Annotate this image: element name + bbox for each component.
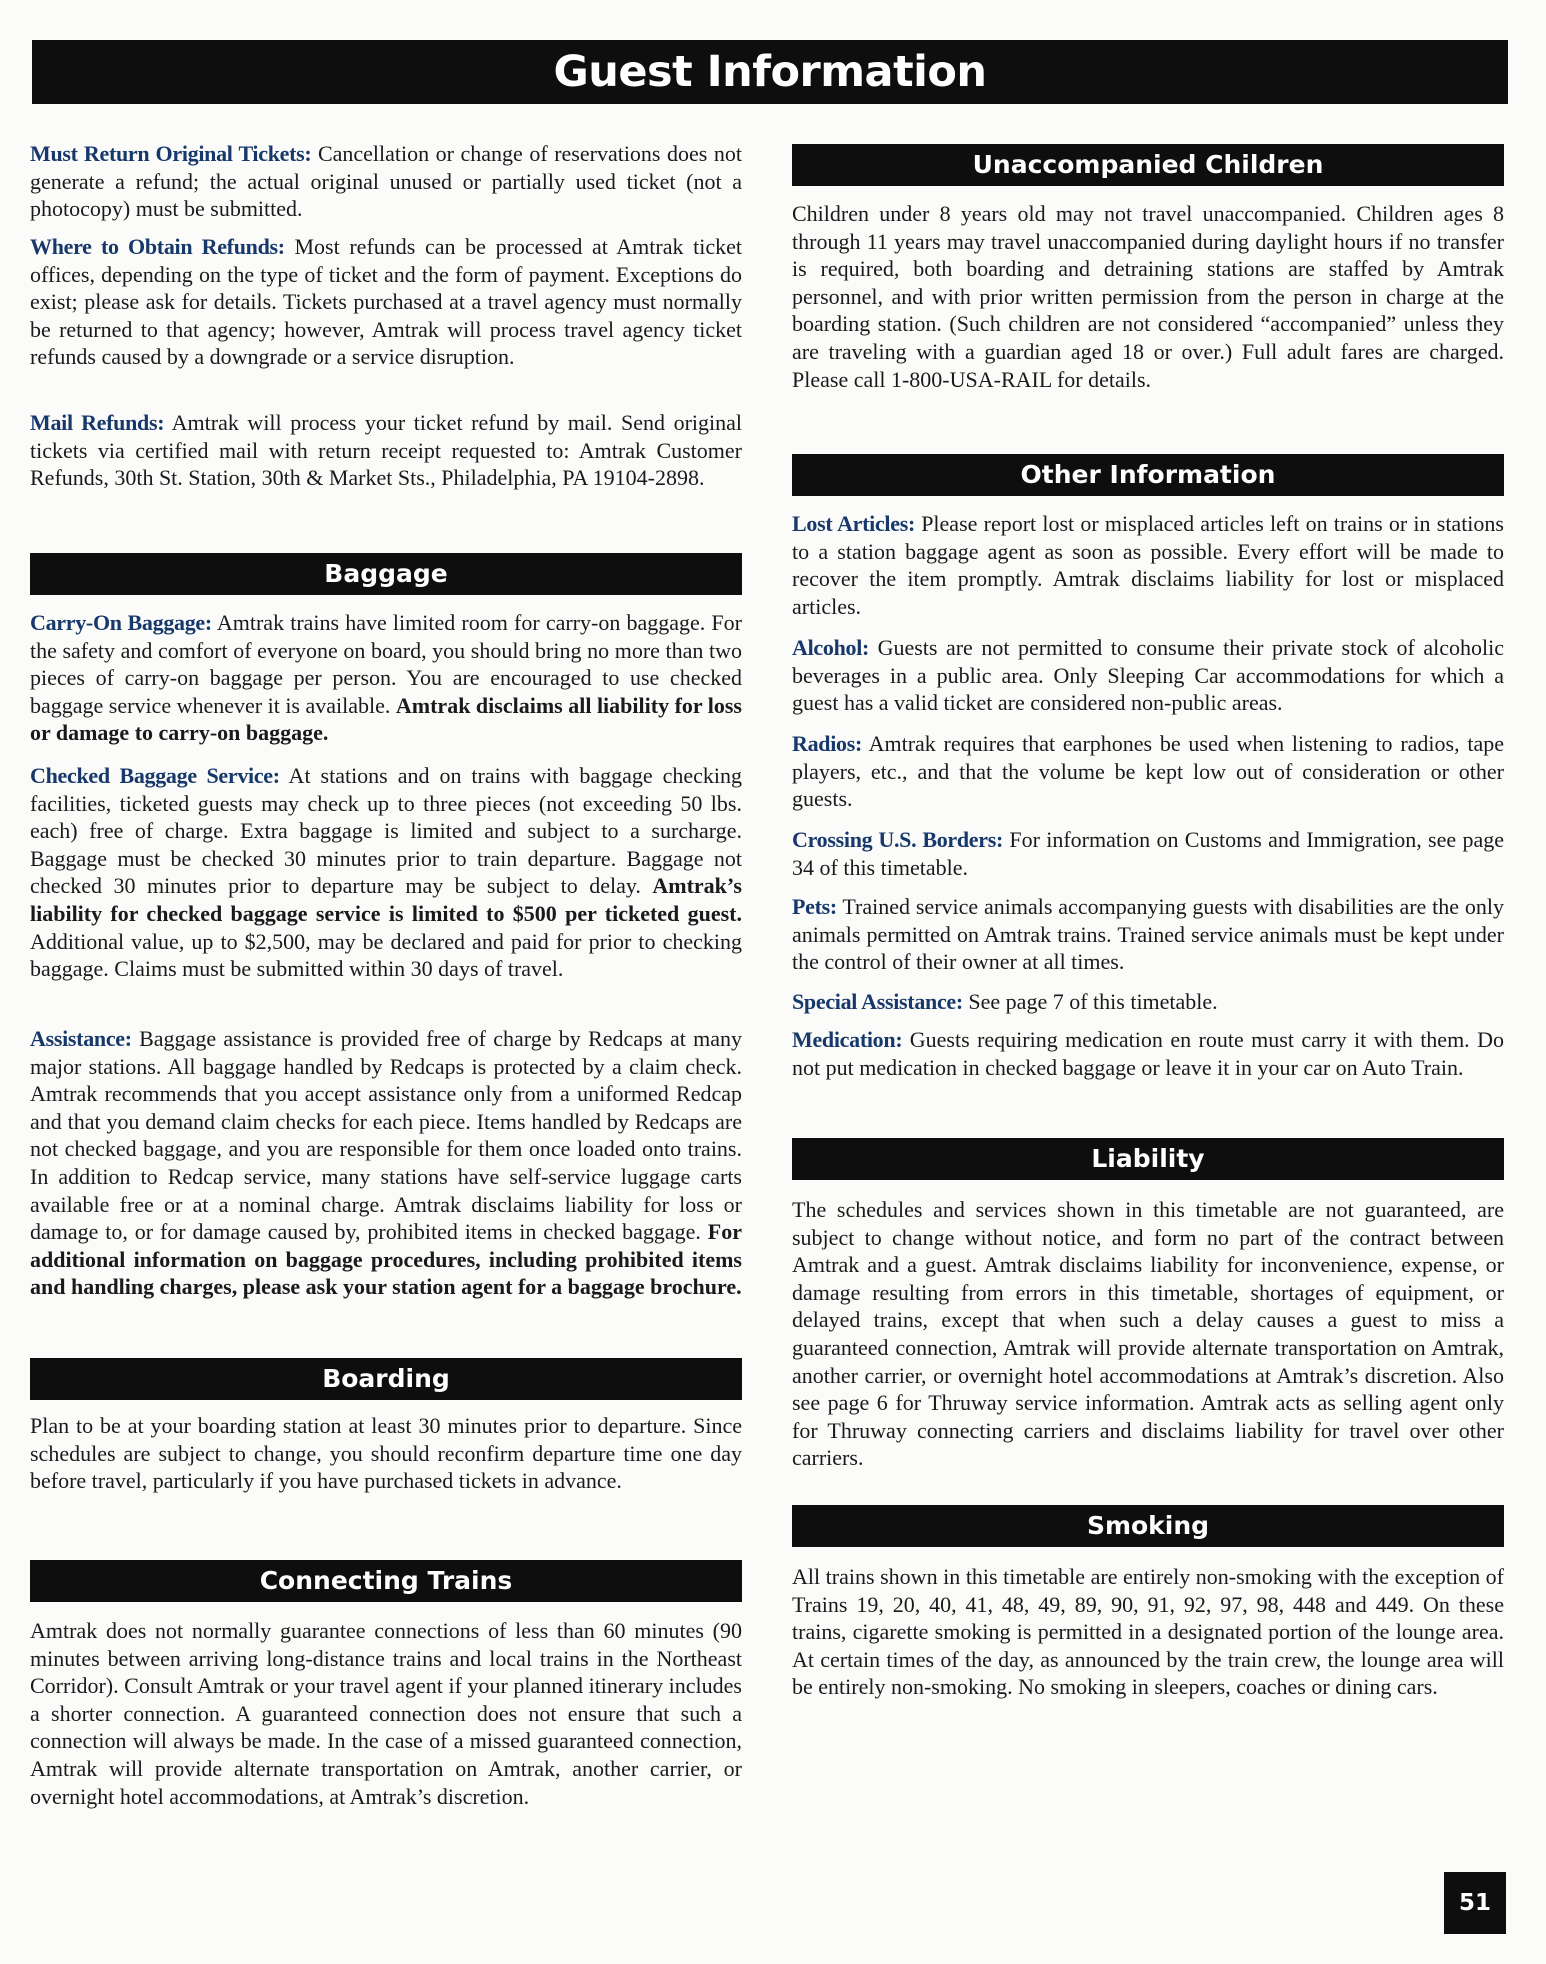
assistance-text: Baggage assistance is provided free of charge by Redcaps at many major stations. All baggage handled by Redcaps is protected by a claim check. Amtrak recommends that you accept assistance only from a uniformed Redcap and that you demand claim checks for each piece. Items handled by Redcaps are not checked baggage, and you are responsible for them once loaded onto trains. In addition to Redcap service, many stations have self-service luggage carts available free or at a nominal charge. Amtrak disclaims liability for loss or damage to, or for damage caused by, prohibited items in checked baggage. bbox=[30, 1026, 742, 1245]
baggage-assistance bbox=[30, 1025, 742, 1301]
page-title: Guest Information bbox=[32, 40, 1508, 104]
checked-lead: Checked Baggage Service: bbox=[30, 763, 280, 788]
baggage-checked-service bbox=[30, 762, 742, 983]
medication-lead: Medication: bbox=[792, 1027, 903, 1052]
other-special-assistance bbox=[792, 988, 1504, 1016]
lost-articles-text: Please report lost or misplaced articles left on trains or in stations to a station baggage agent as soon as possible. Every effort will be made to recover the item promptly. Amtrak disclaims liability for lost or misplaced articles. bbox=[792, 511, 1504, 619]
checked-text-2: Additional value, up to $2,500, may be declared and paid for prior to checking baggage. Claims must be submitted within 30 days of travel. bbox=[30, 928, 742, 982]
section-heading-boarding: Boarding bbox=[30, 1358, 742, 1400]
pets-lead: Pets: bbox=[792, 894, 837, 919]
other-pets bbox=[792, 893, 1504, 976]
unaccompanied-children-text: Children under 8 years old may not travel unaccompanied. Children ages 8 through 11 years may travel unaccompanied during daylight hours if no transfer is required, both boarding and detraining stations are staffed by Amtrak personnel, and with prior written permission from the person in charge at the boarding station. (Such children are not considered “accompanied” unless they are traveling with a guardian aged 18 or over.) Full adult fares are charged. Please call 1-800-USA-RAIL for details. bbox=[792, 201, 1504, 392]
pets-text: Trained service animals accompanying guests with disabilities are the only animals permitted on Amtrak trains. Trained service animals must be kept under the control of their owner at all times. bbox=[792, 894, 1504, 975]
other-lost-articles bbox=[792, 510, 1504, 620]
boarding-text: Plan to be at your boarding station at least 30 minutes prior to departure. Since schedules are subject to change, you should reconfirm departure time one day before travel, particularly if you have purchased tickets in advance. bbox=[30, 1413, 742, 1494]
baggage-carry-on bbox=[30, 609, 742, 747]
other-radios bbox=[792, 730, 1504, 813]
borders-text: For information on Customs and Immigration, see page 34 of this timetable. bbox=[792, 827, 1505, 880]
section-heading-baggage: Baggage bbox=[30, 553, 742, 595]
connecting-trains-text: Amtrak does not normally guarantee connections of less than 60 minutes (90 minutes between arriving long-distance trains and local trains in the Northeast Corridor). Consult Amtrak or your travel agent if your planned itinerary includes a shorter connection. A guaranteed connection does not ensure that such a connection will always be made. In the case of a missed guaranteed connection, Amtrak will provide alternate transportation on Amtrak, another carrier, or overnight hotel accommodations, at Amtrak’s discretion. bbox=[30, 1618, 742, 1809]
refund-mail bbox=[30, 409, 742, 492]
other-crossing-borders bbox=[792, 826, 1504, 881]
borders-lead: Crossing U.S. Borders: bbox=[792, 827, 1004, 852]
smoking-text: All trains shown in this timetable are entirely non-smoking with the exception of Trains 19, 20, 40, 41, 48, 49, 89, 90, 91, 92, 97, 98, 448 and 449. On these trains, cigarette smoking is permitted in a designated portion of the lounge area. At certain times of the day, as announced by the train crew, the lounge area will be entirely non-smoking. No smoking in sleepers, coaches or dining cars. bbox=[792, 1564, 1504, 1700]
special-assistance-text: See page 7 of this timetable. bbox=[962, 989, 1218, 1014]
section-heading-other-information: Other Information bbox=[792, 454, 1504, 496]
other-alcohol bbox=[792, 634, 1504, 717]
section-heading-liability: Liability bbox=[792, 1138, 1504, 1180]
radios-lead: Radios: bbox=[792, 731, 863, 756]
assistance-lead: Assistance: bbox=[30, 1026, 132, 1051]
assistance-brochure-note: For additional information on baggage procedures, including prohibited items and handling charges, please ask your station agent for a baggage brochure. bbox=[30, 1219, 742, 1300]
refund-where-lead: Where to Obtain Refunds: bbox=[30, 234, 285, 259]
page-number: 51 bbox=[1444, 1872, 1506, 1934]
special-assistance-lead: Special Assistance: bbox=[792, 989, 963, 1014]
section-heading-unaccompanied-children: Unaccompanied Children bbox=[792, 144, 1504, 186]
refund-where-to-obtain bbox=[30, 233, 742, 371]
section-heading-smoking: Smoking bbox=[792, 1505, 1504, 1547]
section-heading-connecting-trains: Connecting Trains bbox=[30, 1560, 742, 1602]
alcohol-text: Guests are not permitted to consume their private stock of alcoholic beverages in a public area. Only Sleeping Car accommodations for which a guest has a valid ticket are considered non-public areas. bbox=[792, 635, 1504, 716]
alcohol-lead: Alcohol: bbox=[792, 635, 870, 660]
refund-mail-lead: Mail Refunds: bbox=[30, 410, 165, 435]
carry-on-text: Amtrak trains have limited room for carry-on baggage. For the safety and comfort of everyone on board, you should bring no more than two pieces of carry-on baggage per person. You are encouraged to use checked baggage service whenever it is available. bbox=[30, 610, 742, 718]
refund-must-return bbox=[30, 140, 742, 223]
carry-on-lead: Carry-On Baggage: bbox=[30, 610, 212, 635]
carry-on-disclaimer: Amtrak disclaims all liability for loss or damage to carry-on baggage. bbox=[30, 692, 742, 746]
medication-text: Guests requiring medication en route must carry it with them. Do not put medication in checked baggage or leave it in your car on Auto Train. bbox=[792, 1027, 1504, 1080]
refund-must-return-lead: Must Return Original Tickets: bbox=[30, 141, 312, 166]
radios-text: Amtrak requires that earphones be used when listening to radios, tape players, etc., and that the volume be kept low out of consideration or other guests. bbox=[792, 731, 1504, 812]
checked-text-1: At stations and on trains with baggage checking facilities, ticketed guests may check up to three pieces (not exceeding 50 lbs. each) free of charge. Extra baggage is limited and subject to a surcharge. Baggage must be checked 30 minutes prior to train departure. Baggage not checked 30 minutes prior to departure may be subject to delay. bbox=[30, 763, 742, 899]
lost-articles-lead: Lost Articles: bbox=[792, 511, 915, 536]
checked-liability-limit: Amtrak’s liability for checked baggage service is limited to $500 per ticketed guest. bbox=[30, 873, 742, 926]
refund-where-text: Most refunds can be processed at Amtrak ticket offices, depending on the type of ticket and the form of payment. Exceptions do exist; please ask for details. Tickets purchased at a travel agency must normally be returned to that agency; however, Amtrak will process travel agency ticket refunds caused by a downgrade or a service disruption. bbox=[30, 234, 743, 370]
refund-must-return-text: Cancellation or change of reservations does not generate a refund; the actual original unused or partially used ticket (not a photocopy) must be submitted. bbox=[30, 141, 742, 222]
liability-text: The schedules and services shown in this timetable are not guaranteed, are subject to change without notice, and form no part of the contract between Amtrak and a guest. Amtrak disclaims liability for inconvenience, expense, or damage resulting from errors in this timetable, shortages of equipment, or delayed trains, except that when such a delay causes a guest to miss a guaranteed connection, Amtrak will provide alternate transportation on Amtrak, another carrier, or overnight hotel accommodations at Amtrak’s discretion. Also see page 6 for Thruway service information. Amtrak acts as selling agent only for Thruway connecting carriers and disclaims liability for travel over other carriers. bbox=[792, 1197, 1504, 1471]
refund-mail-text: Amtrak will process your ticket refund by mail. Send original tickets via certified mail with return receipt requested to: Amtrak Customer Refunds, 30th St. Station, 30th & Market Sts., Philadelphia, PA 19104-2898. bbox=[30, 410, 742, 491]
other-medication bbox=[792, 1026, 1504, 1081]
